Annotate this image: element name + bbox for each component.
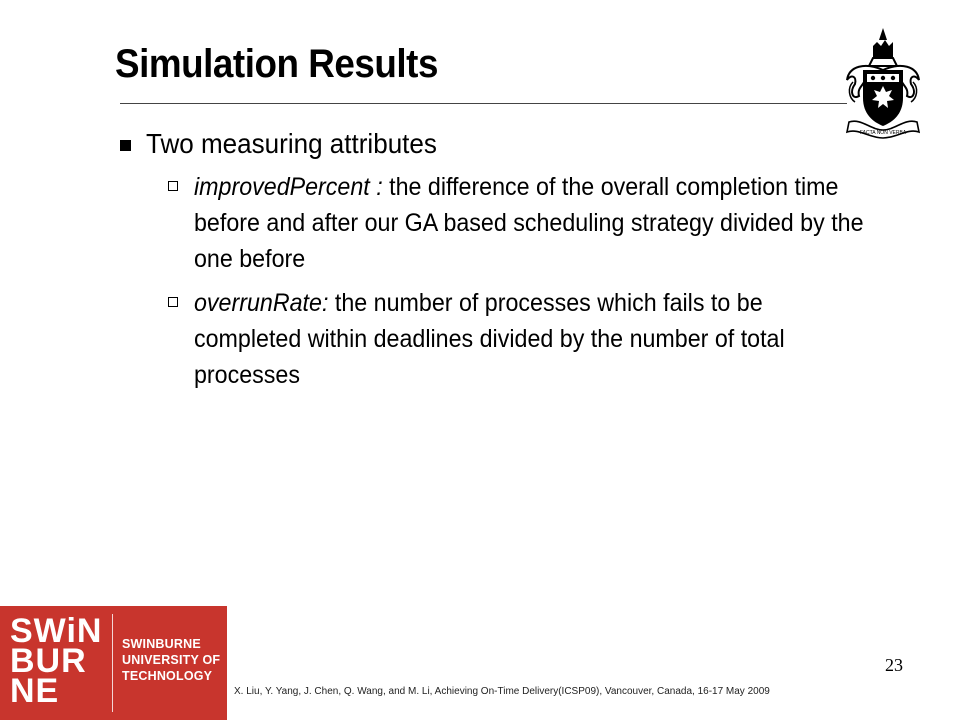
- term-overrun-rate: overrunRate:: [194, 289, 329, 317]
- logo-mark-line: SWiN: [10, 612, 103, 650]
- university-crest-icon: [843, 22, 923, 140]
- definition-overrun-rate: the number of processes which fails to be completed within deadlines divided by the number of total processes: [194, 289, 785, 389]
- slide-body: [118, 125, 878, 401]
- page-number: 23: [885, 655, 903, 675]
- slide-title: Simulation Results: [115, 42, 438, 86]
- bullet-level2-improved-percent: [118, 169, 878, 277]
- title-underline: [120, 103, 847, 104]
- logo-mark-line: BUR: [10, 642, 87, 680]
- hollow-square-bullet-icon: [168, 297, 178, 307]
- hollow-square-bullet-icon: [168, 181, 178, 191]
- logo-text-line: SWINBURNE: [122, 637, 201, 651]
- logo-mark-line: NE: [10, 672, 60, 710]
- logo-text-line: UNIVERSITY OF: [122, 653, 221, 667]
- citation-footer: X. Liu, Y. Yang, J. Chen, Q. Wang, and M. Li, Achieving On-Time Delivery(ICSP09), Vancouver, Canada, 16-17 May 2009: [234, 686, 770, 697]
- bullet-text: Two measuring attributes: [146, 128, 437, 159]
- logo-university-name: [122, 636, 220, 684]
- crest-motto: FACTA NON VERBA: [859, 130, 907, 136]
- logo-text-line: TECHNOLOGY: [122, 669, 213, 683]
- bullet-level2-overrun-rate: [118, 285, 878, 393]
- logo-divider: [112, 614, 113, 712]
- logo-wordmark: [10, 612, 110, 710]
- bullet-level1: [118, 125, 878, 163]
- square-bullet-icon: [120, 140, 131, 151]
- term-improved-percent: improvedPercent :: [194, 173, 383, 201]
- definition-improved-percent: the difference of the overall completion time before and after our GA based scheduling strategy divided by the one before: [194, 173, 864, 273]
- swinburne-logo: [0, 606, 227, 720]
